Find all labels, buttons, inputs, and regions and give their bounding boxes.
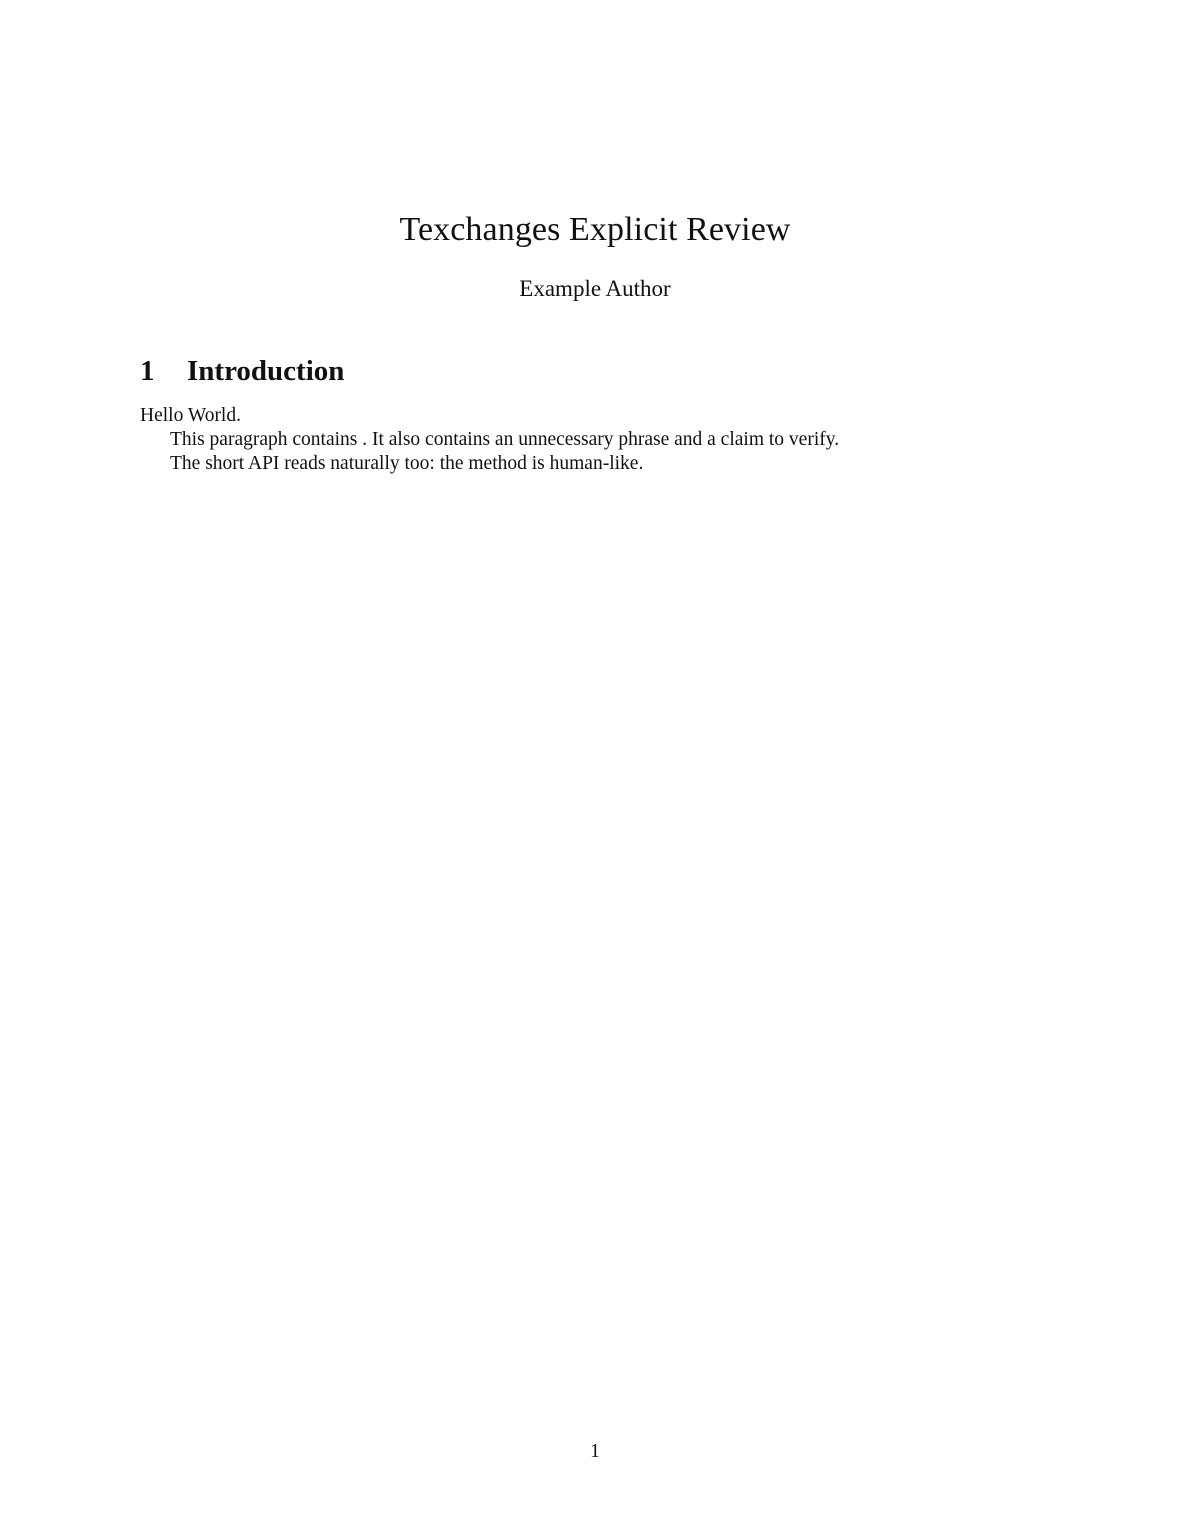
- document-author: Example Author: [519, 276, 671, 301]
- section-number: 1: [140, 355, 155, 387]
- body-line: Hello World.: [140, 405, 241, 426]
- document-title: Texchanges Explicit Review: [399, 211, 791, 248]
- section-heading: [140, 353, 344, 389]
- body-line: The short API reads naturally too: the method is human-like.: [170, 453, 644, 474]
- section-title: Introduction: [187, 355, 345, 387]
- body-line: This paragraph contains . It also contains an unnecessary phrase and a claim to verify.: [170, 429, 840, 450]
- page-number: 1: [590, 1441, 600, 1462]
